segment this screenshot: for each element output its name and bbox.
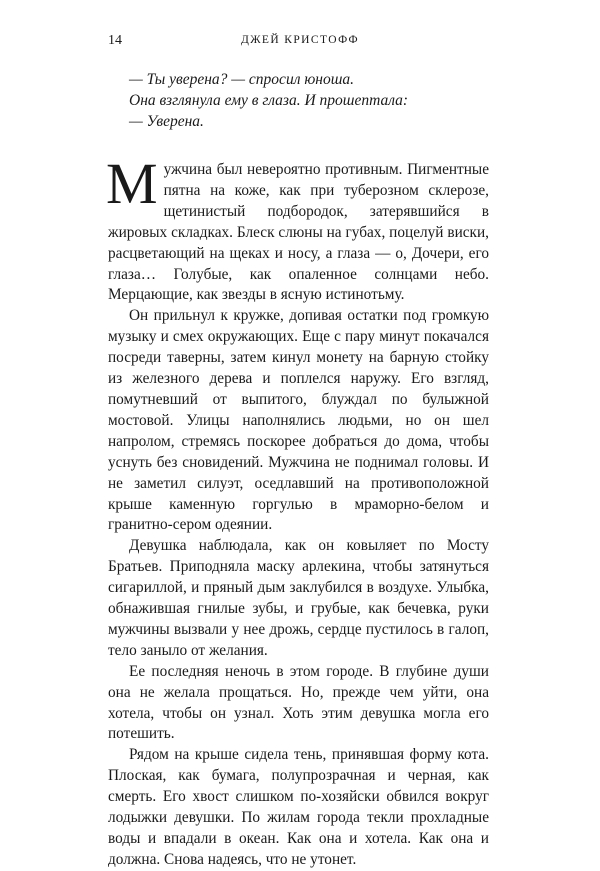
epigraph-line: Она взглянула ему в глаза. И прошептала: bbox=[129, 92, 409, 109]
paragraph: Девушка наблюдала, как он ковыляет по Мосту Братьев. Приподняла маску арлекина, чтобы затянуться сигариллой, и пряный дым заклубился в воздухе. Улыбка, обнажившая гнилые зубы, и грубые, как бечевка, руки мужчины вызвали у нее дрожь, сердце пустилось в галоп, тело заныло от желания. bbox=[108, 537, 489, 659]
body-text bbox=[106, 151, 489, 871]
paragraph-first-text: ужчина был невероятно противным. Пигментные пятна на коже, как при туберозном склерозе, щетинистый подбородок, затерявшийся в жировых складках. Блеск слюны на губах, поцелуй виски, расцветающий на щеках и носу, а глаза — о, Дочери, его глаза… Голубые, как опаленное солнцами небо. Мерцающие, как звезды в ясную истинотьму. bbox=[108, 161, 489, 304]
paragraph-first bbox=[106, 151, 489, 306]
paragraph: Рядом на крыше сидела тень, принявшая форму кота. Плоская, как бумага, полупрозрачная и черная, как смерть. Его хвост слишком по-хозяйски обвился вокруг лодыжки девушки. По жилам города текли прохладные воды и впадали в океан. Как она и хотела. Как она и должна. Снова надеясь, что не утонет. bbox=[108, 746, 489, 868]
paragraph: Ее последняя неночь в этом городе. В глубине души она не желала прощаться. Но, прежде чем уйти, она хотела, чтобы он узнал. Хоть этим девушка могла его потешить. bbox=[108, 662, 489, 743]
epigraph bbox=[129, 69, 408, 132]
epigraph-line: — Уверена. bbox=[129, 113, 204, 130]
page-number: 14 bbox=[108, 33, 122, 48]
paragraph: Он прильнул к кружке, допивая остатки под громкую музыку и смех окружающих. Еще с пару минут покачался посреди таверны, затем кинул монету на барную стойку из железного дерева и поплелся наружу. Его взгляд, помутневший от выпитого, блуждал по булыжной мостовой. Улицы наполнялись людьми, но он шел напролом, стремясь поскорее добраться до дома, чтобы уснуть без сновидений. Мужчина не поднимал головы. И не заметил силуэт, оседлавший на противоположной крыше каменную горгулью в мраморно-белом и гранитно-сером одеянии. bbox=[108, 307, 489, 534]
running-head: ДЖЕЙ КРИСТОФФ bbox=[240, 34, 360, 46]
epigraph-line: — Ты уверена? — спросил юноша. bbox=[129, 71, 355, 88]
drop-cap: М bbox=[106, 151, 158, 216]
